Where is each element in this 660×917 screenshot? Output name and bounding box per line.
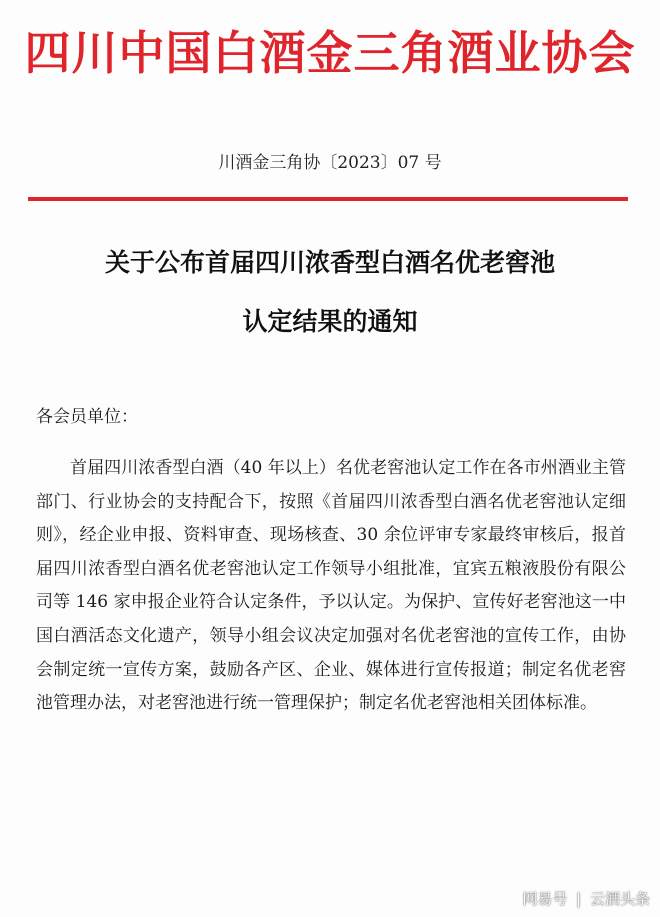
red-header-rule xyxy=(28,197,628,201)
watermark-separator: | xyxy=(576,890,582,908)
notice-title-line-2: 认定结果的通知 xyxy=(242,307,418,336)
notice-body-paragraph: 首届四川浓香型白酒（40 年以上）名优老窖池认定工作在各市州酒业主管部门、行业协会的支持配合下，按照《首届四川浓香型白酒名优老窖池认定细则》，经企业申报、资料审查、现场核查、30 余位评审专家最终审核后，报首届四川浓香型白酒名优老窖池认定工作领导小组批准，宜宾五粮液股份有限公司等 146 家申报企业符合认定条件，予以认定。为保护、宣传好老窖池这一中国白酒活态文化遗产，领导小组会议决定加强对名优老窖池的宣传工作，由协会制定统一宣传方案，鼓励各产区、企业、媒体进行宣传报道；制定名优老窖池管理办法，对老窖池进行统一管理保护；制定名优老窖池相关团体标准。 xyxy=(36,458,626,714)
salutation: 各会员单位： xyxy=(36,407,138,427)
source-watermark xyxy=(522,888,650,909)
watermark-platform: 网易号 xyxy=(522,890,568,908)
document-number: 川酒金三角协〔2023〕07 号 xyxy=(218,153,442,173)
organization-header-title: 四川中国白酒金三角酒业协会 xyxy=(24,26,636,80)
watermark-account: 云酒头条 xyxy=(589,890,650,908)
notice-title-line-1: 关于公布首届四川浓香型白酒名优老窖池 xyxy=(104,248,555,277)
